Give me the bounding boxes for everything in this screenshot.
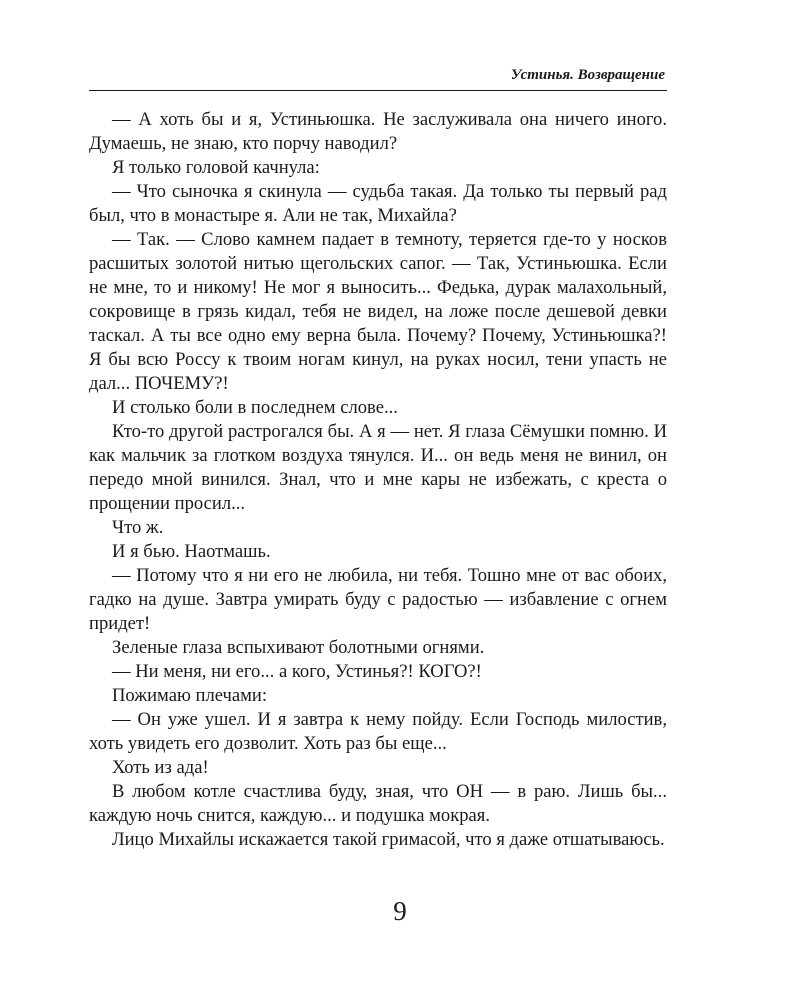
paragraph: Пожимаю плечами: bbox=[112, 685, 267, 706]
page-number: 9 bbox=[393, 896, 407, 926]
paragraph: — Так. — Слово камнем падает в темноту, теряется где-то у носков расшитых золотой нитью щегольских сапог. — Так, Устиньюшка. Если не мне, то и никому! Не мог я выносить... Федька, дурак малахольный, сокровище в грязь кидал, тебя не видел, на ложе после дешевой девки таскал. А ты все одно ему верна была. Почему? Почему, Устиньюшка?! Я бы всю Россу к твоим ногам кинул, на руках носил, тени упасть не дал... ПОЧЕМУ?! bbox=[89, 229, 667, 394]
paragraph: Хоть из ада! bbox=[112, 757, 209, 778]
paragraph: Что ж. bbox=[112, 517, 164, 538]
running-header: Устинья. Возвращение bbox=[510, 67, 665, 83]
paragraph: — Он уже ушел. И я завтра к нему пойду. Если Господь милостив, хоть увидеть его дозволит. Хоть раз бы еще... bbox=[89, 709, 667, 754]
paragraph: И я бью. Наотмашь. bbox=[112, 541, 271, 562]
paragraph: — Что сыночка я скинула — судьба такая. Да только ты первый рад был, что в монастыре я. Али не так, Михайла? bbox=[89, 181, 667, 226]
paragraph: И столько боли в последнем слове... bbox=[112, 397, 398, 418]
paragraph: Кто-то другой растрогался бы. А я — нет. Я глаза Сёмушки помню. И как мальчик за глотком воздуха тянулся. И... он ведь меня не винил, он передо мной винился. Знал, что и мне кары не избежать, с креста о прощении просил... bbox=[89, 421, 667, 514]
paragraph: — А хоть бы и я, Устиньюшка. Не заслуживала она ничего иного. Думаешь, не знаю, кто порчу наводил? bbox=[89, 109, 667, 154]
paragraph: — Ни меня, ни его... а кого, Устинья?! КОГО?! bbox=[112, 661, 482, 682]
paragraph: Лицо Михайлы искажается такой гримасой, что я даже отшатываюсь. bbox=[112, 829, 665, 850]
body-text bbox=[89, 108, 667, 852]
paragraph: Я только головой качнула: bbox=[112, 157, 320, 178]
paragraph: Зеленые глаза вспыхивают болотными огнями. bbox=[112, 637, 485, 658]
header-rule bbox=[89, 90, 667, 91]
paragraph: В любом котле счастлива буду, зная, что ОН — в раю. Лишь бы... каждую ночь снится, каждую... и подушка мокрая. bbox=[89, 781, 667, 826]
paragraph: — Потому что я ни его не любила, ни тебя. Тошно мне от вас обоих, гадко на душе. Завтра умирать буду с радостью — избавление с огнем придет! bbox=[89, 565, 667, 634]
